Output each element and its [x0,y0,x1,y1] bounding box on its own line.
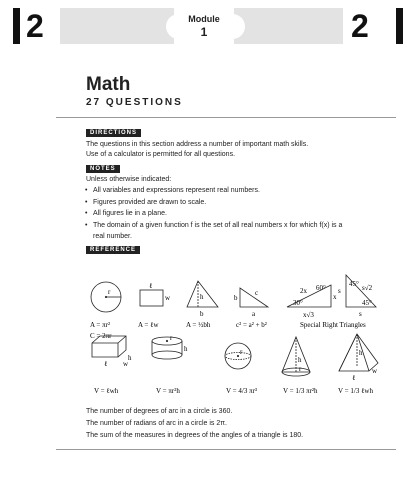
fact-radians: The number of radians of arc in a circle is 2π. [86,420,228,427]
label-c: c [255,289,259,297]
note-item: • The domain of a given function f is the set of all real numbers x for which f(x) is a real number. [84,220,354,243]
formula-pythagorean: c² = a² + b² [236,321,267,329]
module-number: 1 [200,25,208,39]
label-sph-r: r [240,348,243,356]
formula-cone: V = 1/3 πr²h [283,387,318,395]
notes-intro: Unless otherwise indicated: [86,176,172,183]
directions-line-2: Use of a calculator is permitted for all questions. [86,151,236,158]
directions-line-1: The questions in this section address a number of important math skills. [86,141,309,148]
label-45-bottom: 45° [362,299,372,307]
fact-degrees: The number of degrees of arc in a circle is 360. [86,408,233,415]
label-h: h [200,293,204,301]
label-cone-r: r [299,365,302,373]
note-item: • Figures provided are drawn to scale. [84,197,354,209]
fact-triangle-sum: The sum of the measures in degrees of the angles of a triangle is 180. [86,432,304,439]
label-box-w: w [123,360,129,368]
note-item: • All variables and expressions represent real numbers. [84,185,354,197]
module-label: Module [188,14,220,24]
label-pyr-h: h [359,349,363,357]
circle-center-dot [105,296,107,298]
special-right-triangles: Special Right Triangles [300,321,366,329]
label-45-top: 45° [349,280,359,288]
label-l: ℓ [149,282,153,290]
notes-tag: NOTES [86,165,120,173]
question-count: 27 QUESTIONS [86,97,183,108]
label-2x: 2x [300,287,307,295]
rectangle-figure [140,290,163,306]
divider-bottom [56,449,396,450]
note-item: • All figures lie in a plane. [84,208,354,220]
label-s-bottom: s [359,310,362,318]
formula-circle-area: A = πr² [90,321,111,329]
label-pyr-l: ℓ [352,374,356,382]
label-30: 30° [293,299,303,307]
label-s-root2: s√2 [362,284,373,292]
label-cyl-h: h [184,345,188,353]
label-pyr-w: w [372,367,378,375]
label-60: 60° [316,284,326,292]
cone-figure [282,337,310,372]
reference-tag: REFERENCE [86,246,140,254]
label-x: x [333,293,337,301]
directions-tag: DIRECTIONS [86,129,141,137]
label-r: r [108,288,111,296]
formula-rectangle: A = ℓw [138,321,159,329]
label-s-left: s [338,287,341,295]
label-cyl-r: r [170,334,173,342]
section-number-right: 2 [351,8,369,44]
label-b2: b [234,294,238,302]
label-box-l: ℓ [104,360,108,368]
label-xroot3: x√3 [303,311,314,319]
label-box-h: h [128,354,132,362]
label-a: a [252,310,256,318]
label-cone-h: h [298,356,302,364]
formula-circle-circumference: C = 2πr [90,332,112,340]
formula-triangle: A = ½bh [186,321,211,329]
cylinder-figure [152,351,182,359]
section-number-left: 2 [26,8,44,44]
formula-sphere: V = 4/3 πr³ [226,387,258,395]
formula-cylinder: V = πr²h [156,387,180,395]
page-title: Math [86,74,131,95]
label-b: b [200,310,204,318]
right-triangle-figure [240,288,268,307]
formula-box: V = ℓwh [94,387,119,395]
formula-pyramid: V = 1/3 ℓwh [338,387,373,395]
label-w: w [165,294,171,302]
